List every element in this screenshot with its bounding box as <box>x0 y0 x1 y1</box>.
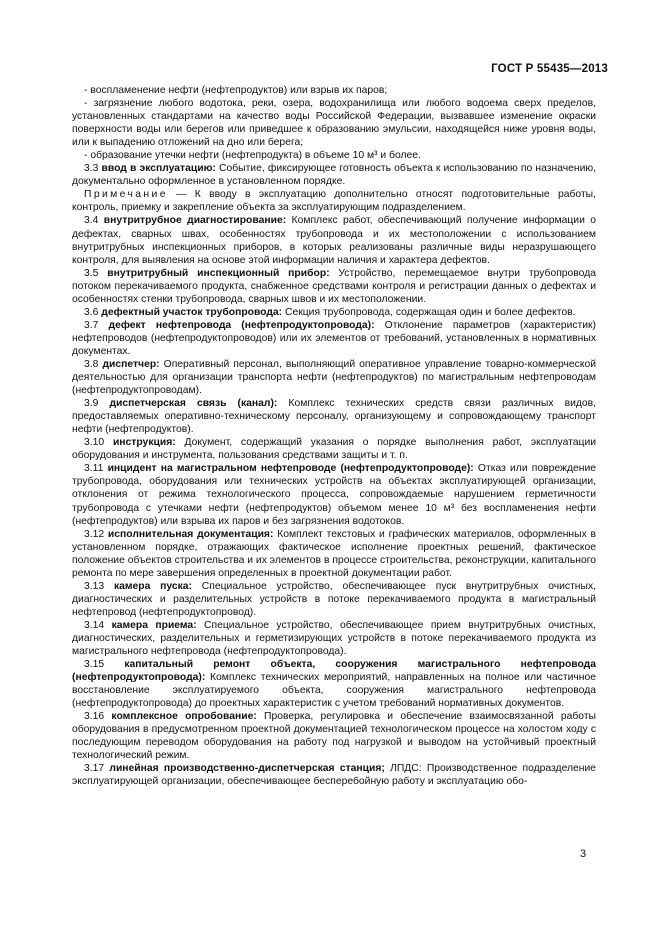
definition-text: Комплекс работ, обеспечивающий получение информации о дефектах, сварных швах, особенностях трубопровода и их местоположении с использованием внутритрубных инспекционных приборов, в которых реализованы различные виды неразрушающего контроля, для выявления на основе этой информации наличия и характера дефектов. <box>72 215 597 266</box>
term: диспетчер: <box>102 358 160 370</box>
definition-text: Комплекс технических средств связи различных видов, предоставляемых оперативно-техническому персоналу, организующему и сопровождающему транспорт нефти (нефтепродуктов). <box>72 398 596 436</box>
definition-text: Специальное устройство, обеспечивающее прием внутритрубных очистных, диагностических, разделительных и герметизирующих устройств в потоке перекачиваемого продукта из магистрального нефтепровода (нефтепродуктопровода). <box>72 619 596 658</box>
definition-text: Устройство, перемещаемое внутри трубопровода потоком перекачиваемого продукта, снабженное средствами контроля и регистрации данных о дефектах и особенностях стенки трубопровода, сварных швов и их местоположении. <box>72 267 596 305</box>
definition-3-10 <box>72 436 596 462</box>
clause-number: 3.7 <box>84 319 99 331</box>
clause-number: 3.15 <box>84 659 105 671</box>
document-body <box>72 84 596 789</box>
definition-text: Комплекс технических мероприятий, направленных на полное или частичное восстановление эксплуатируемого объекта, сооружения магистрального нефтепровода (нефтепродуктопровода) до проектных характеристик с учетом требований нормативных документов. <box>72 672 596 710</box>
bullet-item: - образование утечки нефти (нефтепродукта) в объеме 10 м³ и более. <box>84 150 421 162</box>
term: инструкция: <box>112 437 176 449</box>
term: дефектный участок трубопровода: <box>101 306 283 318</box>
definition-3-13 <box>72 580 596 619</box>
clause-number: 3.13 <box>84 580 105 592</box>
definition-3-15 <box>72 658 596 710</box>
term: линейная производственно-диспетчерская станция; <box>109 763 385 775</box>
definition-text: Специальное устройство, обеспечивающее пуск внутритрубных очистных, диагностических и разделительных устройств в потоке перекачиваемого продукта в магистральный нефтепровод (нефтепродуктопровод). <box>72 580 597 618</box>
definition-text: Оперативный персонал, выполняющий оперативное управление товарно-коммерческой деятельностью для организации транспорта нефти (нефтепродуктов) по магистральным нефтепроводам (нефтепродуктопроводам). <box>72 358 597 397</box>
term: внутритрубный инспекционный прибор: <box>107 267 330 279</box>
definition-text: Проверка, регулировка и обеспечение взаимосвязанной работы оборудования в предусмотренном проектной документацией технологическом процессе на холостом ходу с последующим переводом оборудования на работу под нагрузкой и выводом на устойчивый проектный технологический режим. <box>72 711 596 762</box>
definition-3-9 <box>72 397 596 436</box>
definition-3-3 <box>72 162 596 188</box>
term: капитальный ремонт объекта, сооружения магистрального нефтепровода (нефтепродуктопровода): <box>72 659 596 684</box>
term: ввод в эксплуатацию: <box>101 163 216 175</box>
definition-text: Комплект текстовых и графических материалов, оформленных в установленном порядке, отражающих фактическое исполнение проектных решений, фактическое положение объектов строительства и их элементов в процессе строительства, реконструкции, капитального ремонта по мере завершения определенных в проектной документации работ. <box>72 528 597 579</box>
definition-3-14 <box>72 619 596 658</box>
definition-text: Отказ или повреждение трубопровода, оборудования или технических устройств на объектах эксплуатирующей организации, отклонения от режима технологического процесса, сопровождаемые нарушением герметичности трубопровода с утечками нефти (нефтепродуктов) объемом менее 10 м³ без воспламенения нефти (нефтепродуктов) или взрыва их паров и без загрязнения водотоков. <box>72 463 596 527</box>
note-text: — К вводу в эксплуатацию дополнительно относят подготовительные работы, контроль, приемку и закрепление объекта за эксплуатирующим подразделением. <box>72 189 596 214</box>
clause-number: 3.14 <box>84 619 105 631</box>
term: исполнительная документация: <box>107 528 274 540</box>
term: диспетчерская связь (канал): <box>109 398 278 410</box>
standard-code-header: ГОСТ Р 55435—2013 <box>491 63 608 75</box>
page-number: 3 <box>580 848 587 860</box>
definition-3-12 <box>72 528 596 580</box>
bullet-item: - воспламенение нефти (нефтепродуктов) или взрыв их паров; <box>84 85 388 96</box>
note-label: Примечание <box>84 189 168 201</box>
term: инцидент на магистральном нефтепроводе (нефтепродуктопроводе): <box>107 463 474 475</box>
term: камера пуска: <box>113 580 193 592</box>
clause-number: 3.8 <box>84 358 99 370</box>
definition-text: Событие, фиксирующее готовность объекта к использованию по назначению, документально оформленное в установленном порядке. <box>72 163 596 188</box>
definition-3-4 <box>72 214 596 266</box>
clause-number: 3.5 <box>84 267 99 279</box>
note <box>72 188 596 214</box>
clause-number: 3.4 <box>84 215 99 227</box>
definition-3-11 <box>72 462 596 527</box>
clause-number: 3.6 <box>84 306 99 318</box>
term: дефект нефтепровода (нефтепродуктопровода): <box>108 319 375 331</box>
definition-3-7 <box>72 319 596 358</box>
definition-3-16 <box>72 710 596 762</box>
clause-number: 3.10 <box>84 437 105 449</box>
definition-text: Отклонение параметров (характеристик) нефтепроводов (нефтепродуктопроводов) или их элементов от требований, установленных в нормативных документах. <box>72 319 597 357</box>
definition-3-8 <box>72 358 596 397</box>
clause-number: 3.11 <box>84 463 104 475</box>
clause-number: 3.17 <box>84 763 105 775</box>
definition-text: Секция трубопровода, содержащая один и более дефектов. <box>282 306 576 318</box>
clause-number: 3.16 <box>84 711 105 723</box>
definition-text: Документ, содержащий указания о порядке выполнения работ, эксплуатации оборудования и инструмента, пользования средствами защиты и т. п. <box>72 437 596 462</box>
clause-number: 3.9 <box>84 398 99 410</box>
definition-3-17 <box>72 762 596 788</box>
definition-3-6 <box>72 306 596 319</box>
definition-text: ЛПДС: Производственное подразделение эксплуатирующей организации, обеспечивающее бесперебойную работу и эксплуатацию обо- <box>72 763 597 788</box>
bullet-item: - загрязнение любого водотока, реки, озера, водохранилища или любого водоема сверх пределов, установленных стандартами на качество воды Российской Федерации, вызвавшее изменение окраски поверхности воды или берегов или приведшее к образованию эмульсии, находящейся ниже уровня воды, или к выпадению отложений на дно или берега; <box>72 98 596 149</box>
term: комплексное опробование: <box>111 711 257 723</box>
term: внутритрубное диагностирование: <box>103 215 287 227</box>
term: камера приема: <box>111 619 197 631</box>
clause-number: 3.3 <box>84 163 99 175</box>
clause-number: 3.12 <box>84 528 105 540</box>
definition-3-5 <box>72 267 596 306</box>
